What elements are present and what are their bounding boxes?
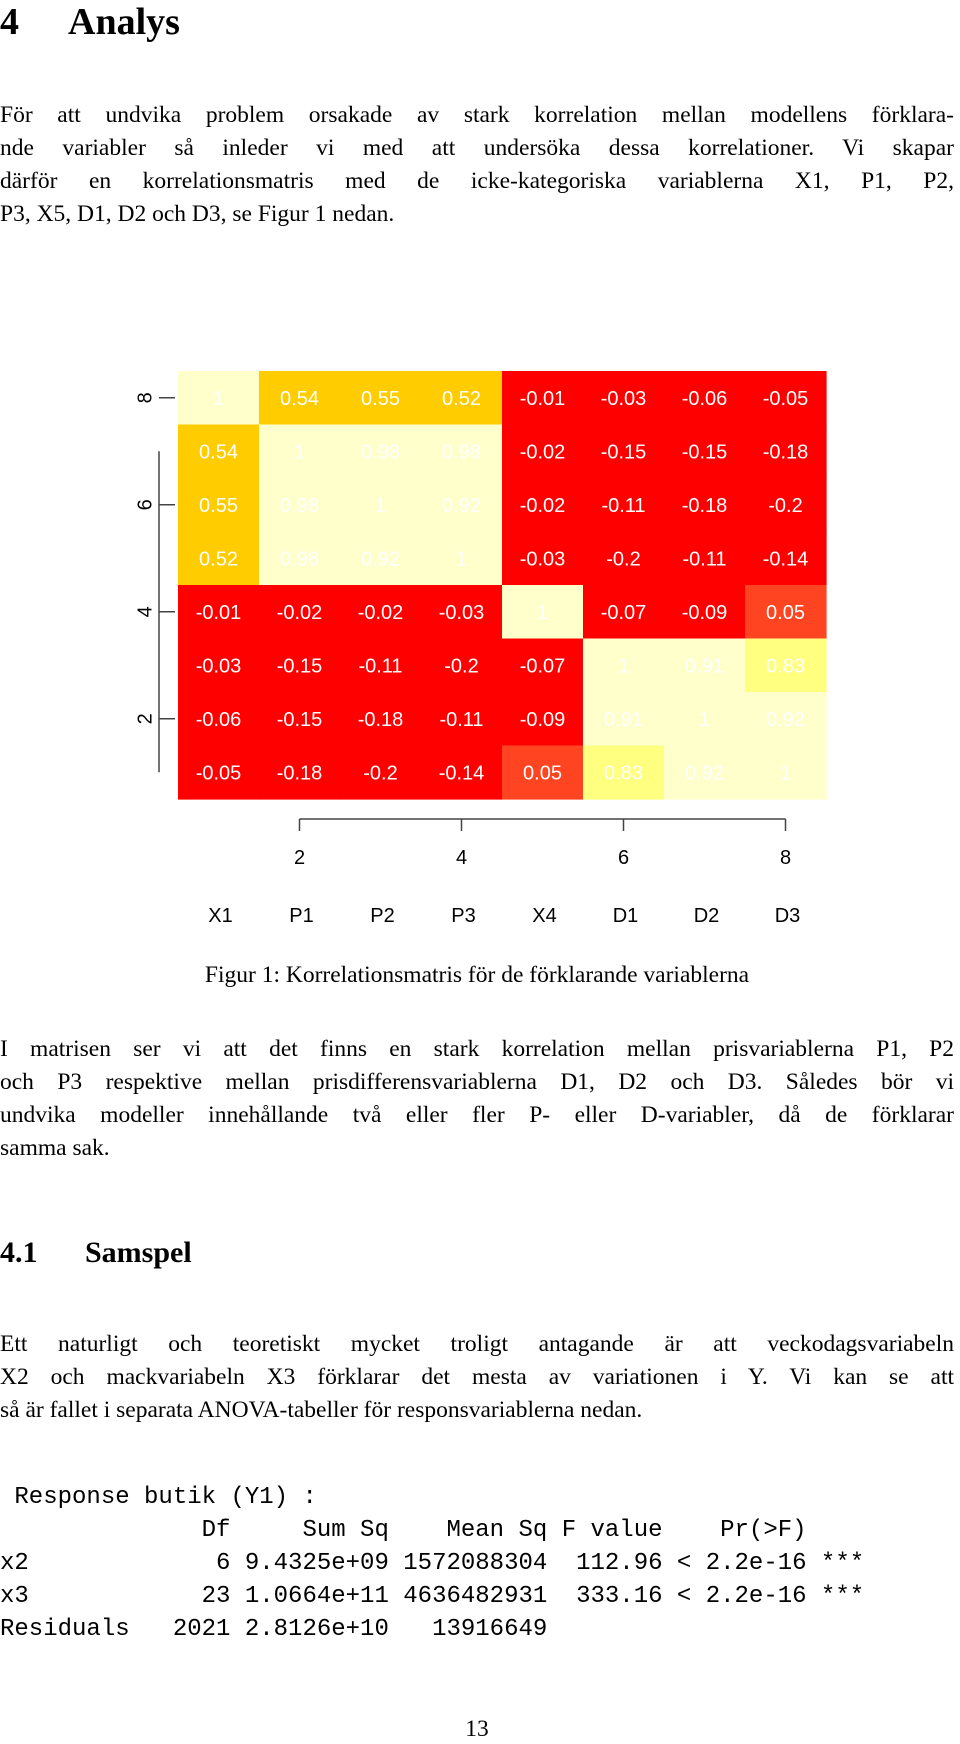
anova-output <box>0 1481 864 1646</box>
heatmap-cell-label: 0.92 <box>685 762 724 785</box>
heatmap-cell-label: -0.18 <box>276 762 323 785</box>
heatmap-cell-label: 1 <box>779 762 792 785</box>
heatmap-cell-label: 0.52 <box>199 548 238 571</box>
paragraph-line: därför en korrelationsmatris med de icke-kategoriska variablerna X1, P1, P2, <box>0 168 954 194</box>
heatmap-cell-label: -0.2 <box>768 494 803 517</box>
heatmap-cell-label: -0.11 <box>682 548 727 571</box>
heatmap-cell-label: -0.07 <box>519 655 566 678</box>
heatmap-cell-label: -0.18 <box>357 708 404 731</box>
paragraph-line: undvika modeller innehållande två eller fler P- eller D-variabler, då de förklarar <box>0 1102 954 1128</box>
y-tick-label: 4 <box>134 606 157 618</box>
x-tick-label: 8 <box>779 847 792 869</box>
subsection-number: 4.1 <box>0 1236 38 1269</box>
heatmap-cell-label: -0.02 <box>357 601 404 624</box>
heatmap-cell-label: -0.11 <box>358 655 403 678</box>
anova-line: Df Sum Sq Mean Sq F value Pr(>F) <box>0 1517 807 1544</box>
column-label: P2 <box>370 905 395 927</box>
heatmap-cell-label: -0.2 <box>363 762 398 785</box>
page-number: 13 <box>465 1716 489 1742</box>
heatmap-cell-label: 0.92 <box>766 708 805 731</box>
anova-line: x3 23 1.0664e+11 4636482931 333.16 < 2.2e-16 *** <box>0 1583 865 1610</box>
heatmap-cell-label: -0.15 <box>276 708 323 731</box>
correlation-heatmap <box>0 355 960 927</box>
heatmap-cell-label: 0.98 <box>361 441 400 464</box>
subsection-heading <box>0 1236 192 1270</box>
heatmap-cell-label: 1 <box>293 441 306 464</box>
heatmap-cell-label: 0.98 <box>280 494 319 517</box>
heatmap-cell-label: -0.11 <box>601 494 646 517</box>
paragraph-line: samma sak. <box>0 1135 110 1161</box>
heatmap-cell-label: -0.06 <box>681 387 728 410</box>
heatmap-cell-label: -0.09 <box>681 601 728 624</box>
paragraph-line: och P3 respektive mellan prisdifferensvariablerna D1, D2 och D3. Således bör vi <box>0 1069 954 1095</box>
heatmap-cell-label: -0.01 <box>195 601 242 624</box>
heatmap-cell-label: 0.83 <box>766 655 805 678</box>
paragraph-line: Ett naturligt och teoretiskt mycket troligt antagande är att veckodagsvariabeln <box>0 1331 954 1357</box>
intro-paragraph <box>0 99 954 231</box>
heatmap-cell-label: -0.05 <box>195 762 242 785</box>
heatmap-cell-label: -0.02 <box>519 441 566 464</box>
heatmap-cell-label: 0.83 <box>604 762 643 785</box>
heatmap-cell-label: 0.52 <box>442 387 481 410</box>
heatmap-cell-label: 0.54 <box>280 387 319 410</box>
heatmap-cell-label: -0.18 <box>762 441 809 464</box>
x-tick-label: 6 <box>617 847 630 869</box>
heatmap-cell-label: -0.03 <box>438 601 485 624</box>
heatmap-cell-label: -0.03 <box>195 655 242 678</box>
column-label: X1 <box>208 905 233 927</box>
heatmap-cell-label: -0.2 <box>606 548 641 571</box>
column-label: D3 <box>774 905 801 927</box>
anova-line: Residuals 2021 2.8126e+10 13916649 <box>0 1616 548 1643</box>
column-label: P1 <box>289 905 314 927</box>
paragraph-line: I matrisen ser vi att det finns en stark korrelation mellan prisvariablerna P1, P2 <box>0 1036 954 1062</box>
heatmap-cells <box>178 371 827 800</box>
heatmap-cell-label: 1 <box>212 387 225 410</box>
heatmap-cell-label: -0.02 <box>276 601 323 624</box>
column-label: X4 <box>532 905 557 927</box>
column-label: D2 <box>693 905 720 927</box>
heatmap-cell-label: 0.05 <box>523 762 562 785</box>
heatmap-cell-label: 1 <box>617 655 630 678</box>
figure-caption: Figur 1: Korrelationsmatris för de förklarande variablerna <box>204 962 750 988</box>
heatmap-cell-label: 0.55 <box>361 387 400 410</box>
heatmap-cell-label: 0.98 <box>280 548 319 571</box>
heatmap-cell-label: 0.05 <box>766 601 805 624</box>
heatmap-cell-label: 1 <box>374 494 387 517</box>
paragraph-line: så är fallet i separata ANOVA-tabeller för responsvariablerna nedan. <box>0 1397 643 1423</box>
paragraph-line: P3, X5, D1, D2 och D3, se Figur 1 nedan. <box>0 201 395 227</box>
heatmap-cell-label: -0.07 <box>600 601 647 624</box>
heatmap-cell-label: -0.05 <box>762 387 809 410</box>
y-tick-label: 6 <box>134 499 157 511</box>
heatmap-cell-label: -0.03 <box>600 387 647 410</box>
section-number: 4 <box>0 1 19 43</box>
heatmap-cell-label: 0.92 <box>361 548 400 571</box>
samspel-paragraph <box>0 1328 954 1427</box>
heatmap-cell-label: -0.01 <box>519 387 566 410</box>
paragraph-line: nde variabler så inleder vi med att undersöka dessa korrelationer. Vi skapar <box>0 135 954 161</box>
anova-line: Response butik (Y1) : <box>0 1484 317 1511</box>
y-tick-label: 8 <box>134 392 157 404</box>
section-title: Analys <box>68 1 180 43</box>
heatmap-cell-label: 0.91 <box>685 655 724 678</box>
heatmap-cell-label: -0.02 <box>519 494 566 517</box>
subsection-title: Samspel <box>85 1236 192 1269</box>
heatmap-cell-label: -0.14 <box>762 548 809 571</box>
heatmap-cell-label: 0.98 <box>442 441 481 464</box>
section-heading <box>0 0 180 44</box>
paragraph-line: X2 och mackvariabeln X3 förklarar det mesta av variationen i Y. Vi kan se att <box>0 1364 954 1390</box>
x-tick-label: 4 <box>455 847 468 869</box>
heatmap-cell-label: -0.09 <box>519 708 566 731</box>
x-tick-label: 2 <box>293 847 306 869</box>
heatmap-cell-label: -0.2 <box>444 655 479 678</box>
anova-line: x2 6 9.4325e+09 1572088304 112.96 < 2.2e-16 *** <box>0 1550 865 1577</box>
heatmap-cell-label: -0.15 <box>681 441 728 464</box>
heatmap-cell-label: 0.54 <box>199 441 238 464</box>
heatmap-cell-label: -0.15 <box>600 441 647 464</box>
y-tick-label: 2 <box>134 713 157 725</box>
heatmap-cell-label: 0.92 <box>442 494 481 517</box>
heatmap-cell-label: -0.15 <box>276 655 323 678</box>
heatmap-cell-label: -0.03 <box>519 548 566 571</box>
matrix-paragraph <box>0 1033 954 1165</box>
heatmap-cell-label: 1 <box>455 548 468 571</box>
heatmap-cell-label: -0.14 <box>438 762 485 785</box>
heatmap-cell-label: 0.91 <box>604 708 643 731</box>
paragraph-line: För att undvika problem orsakade av stark korrelation mellan modellens förklara- <box>0 102 954 128</box>
heatmap-cell-label: 0.55 <box>199 494 238 517</box>
heatmap-cell-label: 1 <box>698 708 711 731</box>
heatmap-cell-label: -0.11 <box>439 708 484 731</box>
heatmap-cell-label: -0.18 <box>681 494 728 517</box>
heatmap-cell-label: 1 <box>536 601 549 624</box>
column-label: D1 <box>612 905 639 927</box>
column-label: P3 <box>451 905 476 927</box>
heatmap-cell-label: -0.06 <box>195 708 242 731</box>
